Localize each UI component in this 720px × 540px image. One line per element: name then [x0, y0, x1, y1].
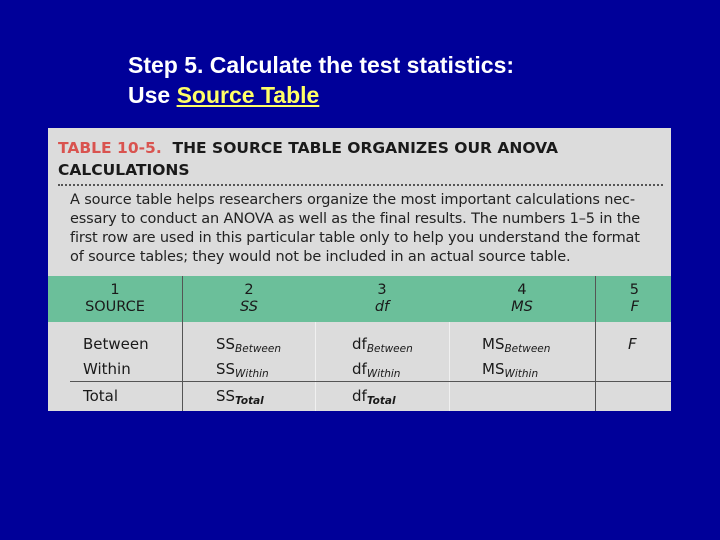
title-prefix: Use	[128, 82, 177, 108]
df-within: $df_{Within}$	[352, 360, 401, 380]
ss-between: $SS_{Between}$	[216, 335, 281, 355]
title-line-2	[128, 80, 514, 110]
ss-within: $SS_{Within}$	[216, 360, 269, 380]
intro-line: A source table helps researchers organize the most important calculations nec-	[70, 192, 635, 208]
table-intro	[70, 191, 666, 267]
df-between: $df_{Between}$	[352, 335, 413, 355]
row-source-total: Total	[83, 387, 119, 405]
col-header-source: 1 SOURCE	[85, 282, 145, 315]
intro-line: first row are used in this particular table only to help you understand the format	[70, 230, 640, 246]
intro-line: essary to conduct an ANOVA as well as the final results. The numbers 1–5 in the	[70, 211, 641, 227]
slide-title	[128, 50, 514, 110]
caption-divider	[58, 184, 663, 186]
col-header-ss: 2 SS	[240, 282, 258, 315]
caption-line-2: CALCULATIONS	[58, 161, 190, 179]
source-table-figure	[48, 128, 671, 411]
column-divider	[595, 276, 596, 411]
column-divider	[182, 276, 183, 411]
ms-between: $MS_{Between}$	[482, 335, 551, 355]
f-value: F	[628, 335, 637, 353]
table-caption	[58, 137, 658, 181]
title-line-1: Step 5. Calculate the test statistics:	[128, 52, 515, 78]
ms-within: $MS_{Within}$	[482, 360, 539, 380]
row-source-within: Within	[83, 360, 131, 378]
caption-line-1: THE SOURCE TABLE ORGANIZES OUR ANOVA	[172, 139, 559, 157]
source-table-highlight: Source Table	[176, 82, 320, 108]
df-total: $df_{Total}$	[352, 387, 396, 407]
table-header-row	[48, 276, 671, 322]
column-divider	[449, 322, 450, 411]
ss-total: $SS_{Total}$	[216, 387, 264, 407]
col-header-f: 5 F	[629, 282, 639, 315]
column-divider	[315, 322, 316, 411]
col-header-df: 3 df	[374, 282, 390, 315]
total-row-rule	[70, 381, 671, 382]
row-source-between: Between	[83, 335, 149, 353]
intro-line: of source tables; they would not be included in an actual source table.	[70, 249, 571, 265]
col-header-ms: 4 MS	[511, 282, 533, 315]
table-label: TABLE 10-5.	[58, 139, 162, 157]
